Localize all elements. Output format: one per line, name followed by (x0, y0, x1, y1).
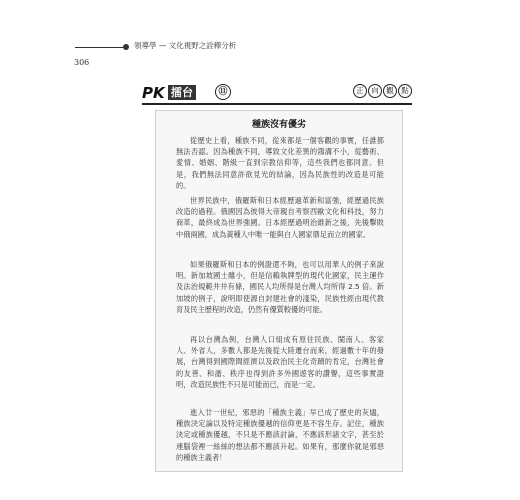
paragraph: 從歷史上看，種族不同，從來都是一個客觀的事實，任誰都無法否認。因為種族不同，導致文化差異的鴻溝不小，從藝術、愛情、婚姻、階級一直到宗教信仰等，這些我們也都同意。但是，我們無法同意許欲見光的結論，因為民族性的改造是可能的。 (176, 136, 384, 190)
stance-char: 向 (368, 84, 382, 98)
header-bullet (123, 44, 129, 50)
positive-viewpoint-badge (353, 84, 412, 98)
stance-char: 觀 (383, 84, 397, 98)
paragraph: 如果俄羅斯和日本的例證還不夠，也可以用華人的例子來說明。新加坡國土雖小，但是信賴執牌型的現代化國家，民主運作及法治規範井井有條，國民人均所得是台灣人均所得 2.5 倍。新加坡的例子，說明即使源自封建社會的淺染，民族性經由現代教育及民主歷程的改造，仍然有優質較優的可能。 (176, 260, 384, 314)
banner-rule (142, 103, 412, 105)
page-number: 306 (74, 58, 90, 67)
article-title: 種族沒有優劣 (251, 120, 306, 130)
stance-char: 正 (353, 84, 367, 98)
pk-arena-banner (142, 84, 412, 102)
stance-char: 點 (398, 84, 412, 98)
paragraph: 再以台灣為例，台灣人口組成有原住民族、閩南人、客家人、外省人，多數人都是先後從大陸遷台而來，經過數十年的發展，台灣得到國際間經濟以及政治民主化奇蹟的肯定，台灣社會的友善、和諧、秩序也得到許多外國遊客的讚譽，這些事實證明，改造民族性不只是可能而已，而是一定。 (176, 335, 384, 389)
header-rule (75, 47, 125, 48)
paragraph: 世界民族中，俄羅斯和日本經歷過革新和富強，經歷過民族改造的過程。俄國因為彼得大帝親自考察西歐文化和科技，努力商革，最終成為世界強國。日本經歷過明治維新之後，先後擊敗中俄兩國，成為黃種人中唯一能與白人國家鼎足而立的國家。 (176, 196, 384, 239)
arena-number: ⑪ (215, 84, 231, 100)
running-head: 領導學 — 文化視野之詮釋分析 (134, 41, 237, 50)
arena-label: 擂台 (168, 85, 196, 100)
pk-label: PK (142, 84, 165, 102)
paragraph: 進入廿一世紀，邪惡的「種族主義」早已成了歷史的灰燼，種族決定論以及特定種族優越的信仰更是不容生存。記住，種族決定或種族優越，不只是不應該討論，不應該形諸文字，甚至於連腦袋裡一絲絲的想法都不應該升起。如果有，那麼你就是邪惡的種族主義者！ (176, 408, 384, 462)
article-box (155, 110, 403, 472)
